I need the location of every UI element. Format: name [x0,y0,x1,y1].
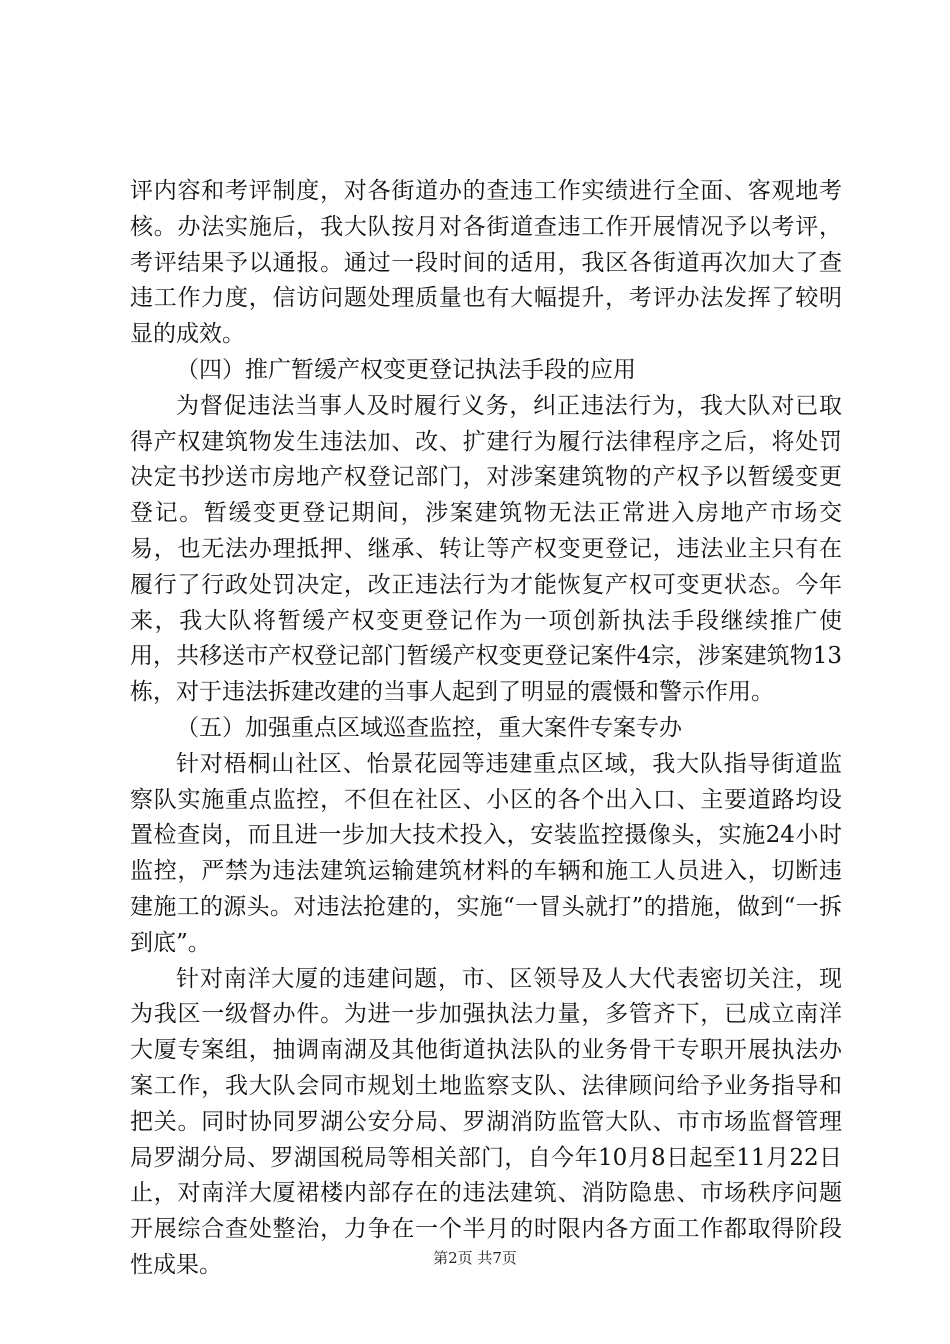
paragraph-property-registration: 为督促违法当事人及时履行义务，纠正违法行为，我大队对已取得产权建筑物发生违法加、改、扩建行为履行法律程序之后，将处罚决定书抄送市房地产权登记部门，对涉案建筑物的产权予以暂缓变更登记。暂缓变更登记期间，涉案建筑物无法正常进入房地产市场交易，也无法办理抵押、继承、转让等产权变更登记，违法业主只有在履行了行政处罚决定，改正违法行为才能恢复产权可变更状态。今年来，我大队将暂缓产权变更登记作为一项创新执法手段继续推广使用，共移送市产权登记部门暂缓产权变更登记案件4宗，涉案建筑物13栋，对于违法拆建改建的当事人起到了明显的震慑和警示作用。 [130,392,842,706]
section-heading-5: （五）加强重点区域巡查监控，重大案件专案专办 [176,714,682,741]
section-heading-4: （四）推广暂缓产权变更登记执法手段的应用 [176,356,636,383]
paragraph-key-area-monitoring: 针对梧桐山社区、怡景花园等违建重点区域，我大队指导街道监察队实施重点监控，不但在社区、小区的各个出入口、主要道路均设置检查岗，而且进一步加大技术投入，安装监控摄像头，实施24小时监控，严禁为违法建筑运输建筑材料的车辆和施工人员进入，切断违建施工的源头。对违法抢建的，实施“一冒头就打”的措施，做到“一拆到底”。 [130,750,842,956]
paragraph-continued: 评内容和考评制度，对各街道办的查违工作实绩进行全面、客观地考核。办法实施后，我大队按月对各街道查违工作开展情况予以考评，考评结果予以通报。通过一段时间的适用，我区各街道再次加大了查违工作力度，信访问题处理质量也有大幅提升，考评办法发挥了较明显的成效。 [130,178,842,348]
paragraph-nanyang-building: 针对南洋大厦的违建问题，市、区领导及人大代表密切关注，现为我区一级督办件。为进一步加强执法力量，多管齐下，已成立南洋大厦专案组，抽调南湖及其他街道执法队的业务骨干专职开展执法办案工作，我大队会同市规划土地监察支队、法律顾问给予业务指导和把关。同时协同罗湖公安分局、罗湖消防监管大队、市市场监督管理局罗湖分局、罗湖国税局等相关部门，自今年10月8日起至11月22日止，对南洋大厦裙楼内部存在的违法建筑、消防隐患、市场秩序问题开展综合查处整治，力争在一个半月的时限内各方面工作都取得阶段性成果。 [130,965,842,1278]
document-body [130,174,842,1284]
page-number-footer: 第2页 共7页 [433,1249,517,1267]
